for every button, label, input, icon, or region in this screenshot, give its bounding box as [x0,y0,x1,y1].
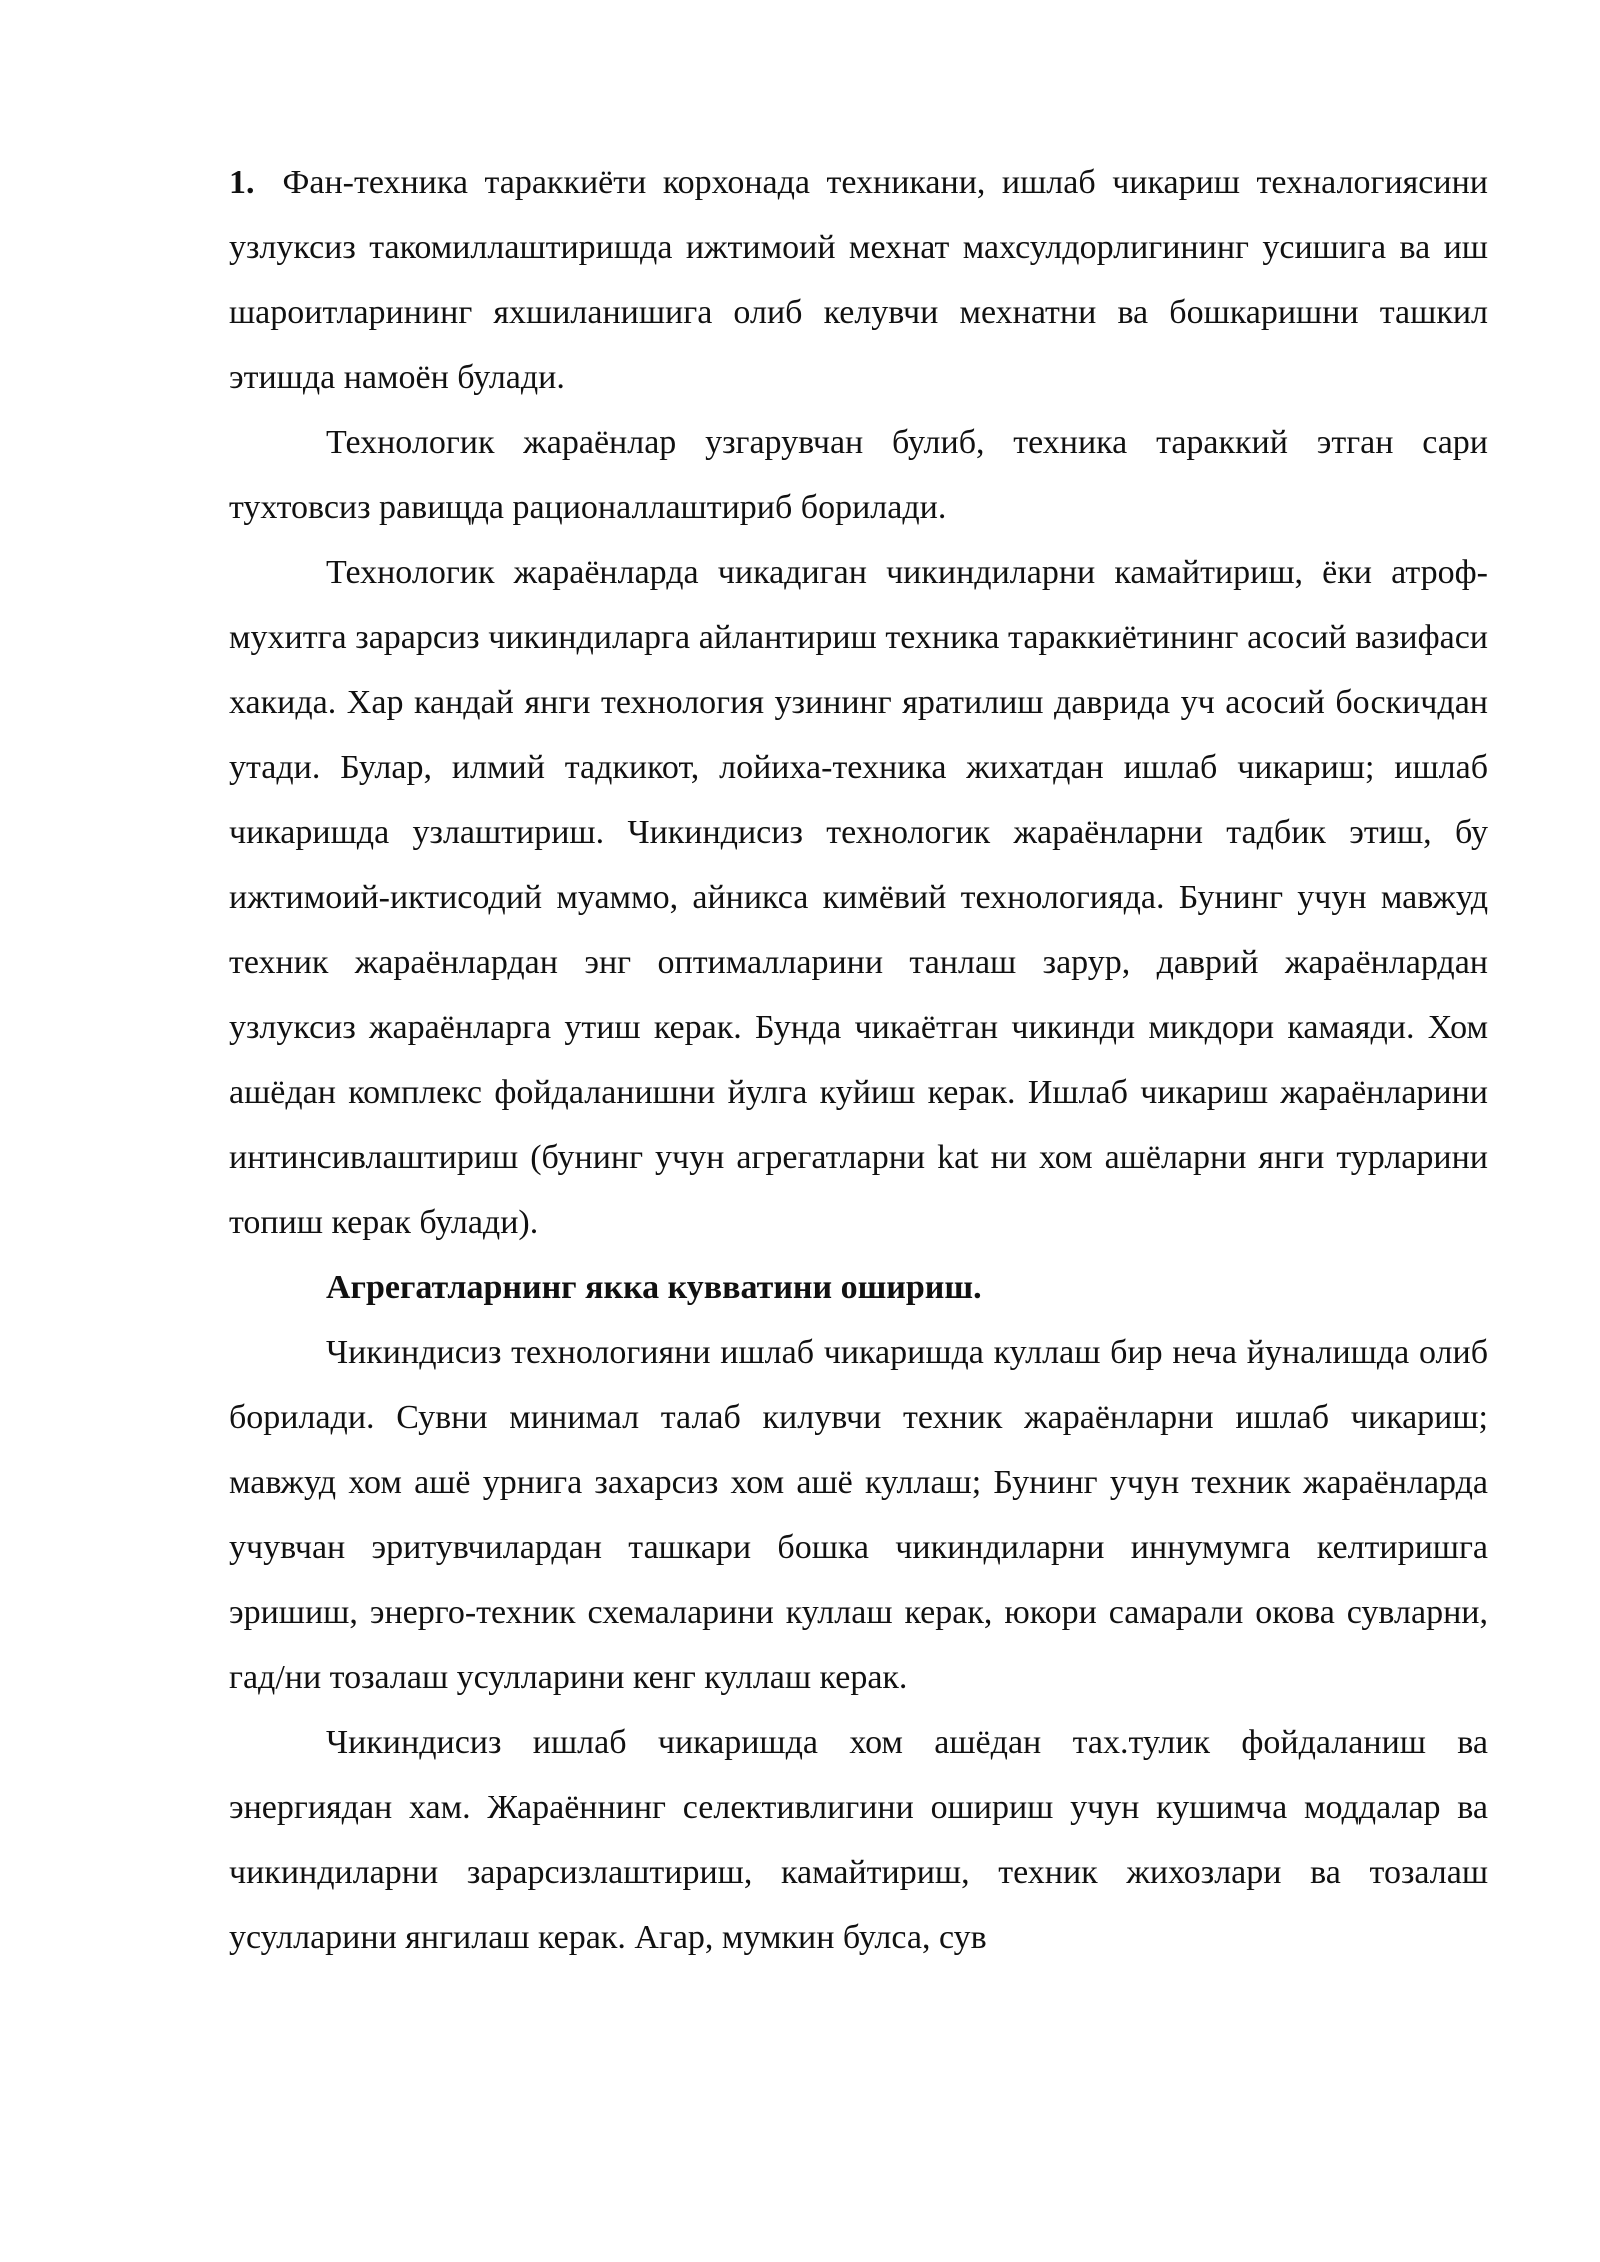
document-body [229,150,1488,1970]
paragraph-5: Чикиндисиз ишлаб чикаришда хом ашёдан тах.тулик фойдаланиш ва энергиядан хам. Жараённинг селективлигини ошириш учун кушимча моддалар ва чикиндиларни зарарсизлаштириш, камайтириш, техник жихозлари ва тозалаш усулларини янгилаш керак. Агар, мумкин булса, сув [229,1724,1488,1956]
paragraph-1 [229,150,1488,410]
paragraph-2: Технологик жараёнлар узгарувчан булиб, техника тараккий этган сари тухтовсиз равищда рационаллаштириб борилади. [229,424,1488,526]
section-heading: Агрегатларнинг якка кувватини ошириш. [326,1269,982,1306]
paragraph-number: 1. [229,164,255,201]
paragraph-4: Чикиндисиз технологияни ишлаб чикаришда куллаш бир неча йуналишда олиб борилади. Сувни минимал талаб килувчи техник жараёнларни ишлаб чикариш; мавжуд хом ашё урнига захарсиз хом ашё куллаш; Бунинг учун техник жараёнларда учувчан эритувчилардан ташкари бошка чикиндиларни иннумумга келтиришга эришиш, энерго-техник схемаларини куллаш керак, юкори самарали окова сувларни, гад/ни тозалаш усулларини кенг куллаш керак. [229,1334,1488,1696]
paragraph-3: Технологик жараёнларда чикадиган чикиндиларни камайтириш, ёки атроф-мухитга зарарсиз чикиндиларга айлантириш техника тараккиётининг асосий вазифаси хакида. Хар кандай янги технология узининг яратилиш даврида уч асосий боскичдан утади. Булар, илмий тадкикот, лойиха-техника жихатдан ишлаб чикариш; ишлаб чикаришда узлаштириш. Чикиндисиз технологик жараёнларни тадбик этиш, бу ижтимоий-иктисодий муаммо, айникса кимёвий технологияда. Бунинг учун мавжуд техник жараёнлардан энг оптималларини танлаш зарур, даврий жараёнлардан узлуксиз жараёнларга утиш керак. Бунда чикаётган чикинди микдори камаяди. Хом ашёдан комплекс фойдаланишни йулга куйиш керак. Ишлаб чикариш жараёнларини интинсивлаштириш (бунинг учун агрегатларни kat ни хом ашёларни янги турларини топиш керак булади). [229,554,1488,1241]
paragraph-1-text: Фан-техника тараккиёти корхонада техникани, ишлаб чикариш техналогиясини узлуксиз такомиллаштиришда ижтимоий мехнат махсулдорлигининг усишига ва иш шароитларининг яхшиланишига олиб келувчи мехнатни ва бошкаришни ташкил этишда намоён булади. [229,164,1488,396]
